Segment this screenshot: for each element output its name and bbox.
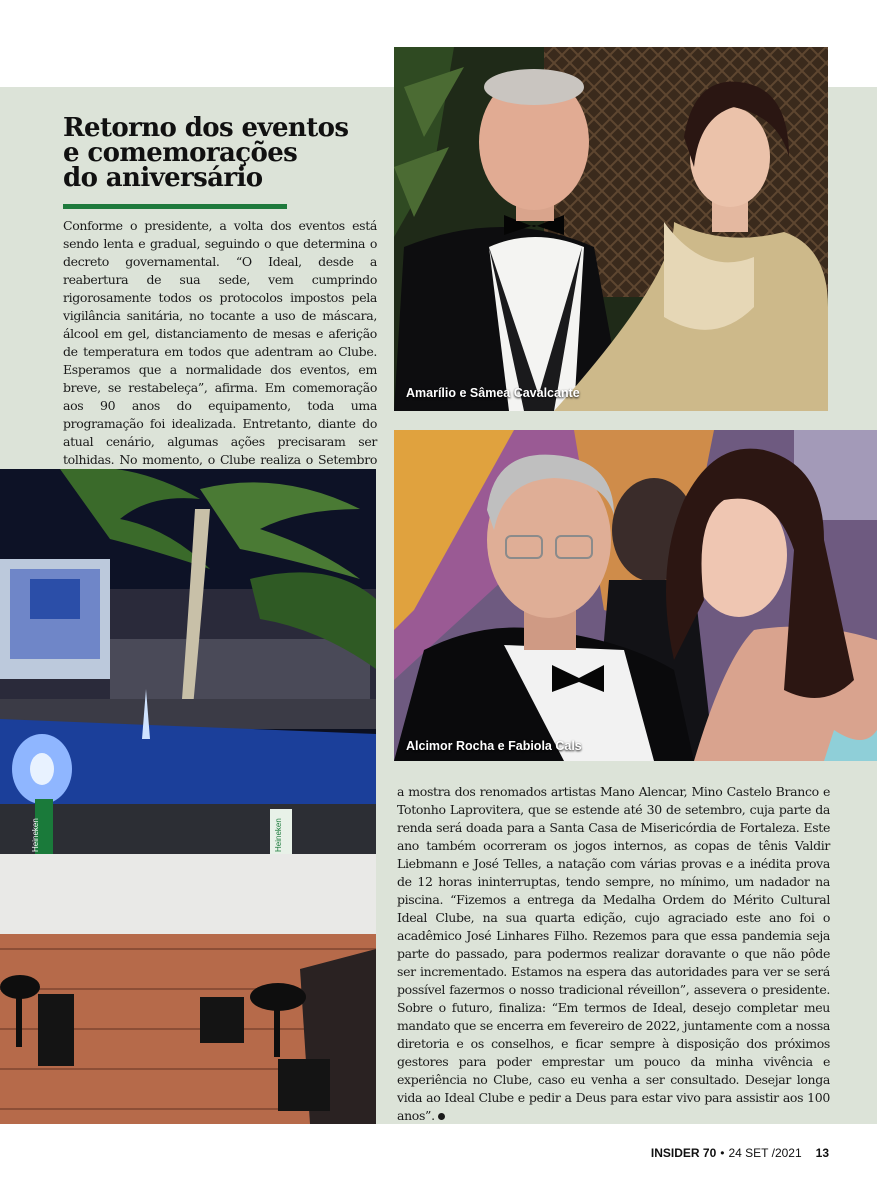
photo-couple-1-image — [394, 47, 828, 411]
heineken-sign-left: Heineken — [31, 818, 40, 852]
photo-couple-2 — [394, 430, 877, 761]
end-of-article-icon — [438, 1113, 445, 1120]
heineken-sign-right: Heineken — [274, 818, 283, 852]
article-body-column-2-text: a mostra dos renomados artistas Mano Alencar, Mino Castelo Branco e Totonho Laprovitera, que se estende até 30 de setembro, cuja parte da renda será doada para a Santa Casa de Misericórdia de Fortaleza. Este ano também ocorreram os jogos internos, as copas de tênis Valdir Liebmann e José Telles, a natação com várias provas e a inédita prova de 12 horas ininterruptas, tendo sempre, no mínimo, um nadador na piscina. “Fizemos a entrega da Medalha Ordem do Mérito Cultural Ideal Clube, na sua quarta edição, cujo agraciado este ano foi o acadêmico José Linhares Filho. Rezemos para que essa pandemia seja parte do passado, para podermos realizar doravante o que não pôde ser incrementado. Estamos na espera das autoridades para ver se será possível fazermos o nosso tradicional réveillon”, assevera o presidente. Sobre o futuro, finaliza: “Em termos de Ideal, desejo completar meu mandato que se encerra em fevereiro de 2022, juntamente com a nossa diretoria e os conselhos, e ficar sempre à disposição dos próximos gestores para poder emprestar um pouco da minha vivência e experiência no Clube, caso eu venha a ser consultado. Desejar longa vida ao Ideal Clube e pedir a Deus para estar vivo para assistir aos 100 anos”. — [397, 784, 830, 1123]
photo-couple-1 — [394, 47, 828, 411]
photo-couple-2-image — [394, 430, 877, 761]
photo-club-pool-image — [0, 469, 376, 1124]
page-footer — [651, 1146, 829, 1160]
title-line-1: Retorno dos eventos — [63, 113, 349, 143]
footer-page-number: 13 — [815, 1146, 829, 1160]
photo-couple-1-caption: Amarílio e Sâmea Cavalcante — [406, 386, 580, 400]
title-line-3: do aniversário — [63, 163, 263, 193]
article-body-column-1: Conforme o presidente, a volta dos eventos está sendo lenta e gradual, seguindo o que determina o decreto governamental. “O Ideal, desde a reabertura de sua sede, vem cumprindo rigorosamente todos os protocolos impostos pela vigilância sanitária, no tocante a uso de máscara, álcool em gel, distanciamento de mesas e aferição de temperatura em todos que adentram ao Clube. Esperamos que a normalidade dos eventos, em breve, se restabeleça”, afirma. Em comemoração aos 90 anos do equipamento, toda uma programação foi idealizada. Entretanto, diante do atual cenário, algumas ações precisaram ser tolhidas. No momento, o Clube realiza o Setembro — [63, 218, 377, 467]
footer-magazine: INSIDER 70 — [650, 1146, 717, 1160]
title-line-2: e comemorações — [63, 138, 298, 168]
article-title — [63, 113, 393, 193]
footer-date: 24 SET /2021 — [728, 1146, 802, 1160]
article-body-column-2 — [397, 783, 830, 1125]
photo-couple-2-caption: Alcimor Rocha e Fabiola Cals — [406, 739, 582, 753]
photo-club-pool-night — [0, 469, 376, 1124]
title-underline — [63, 204, 287, 209]
footer-separator: • — [720, 1146, 725, 1160]
